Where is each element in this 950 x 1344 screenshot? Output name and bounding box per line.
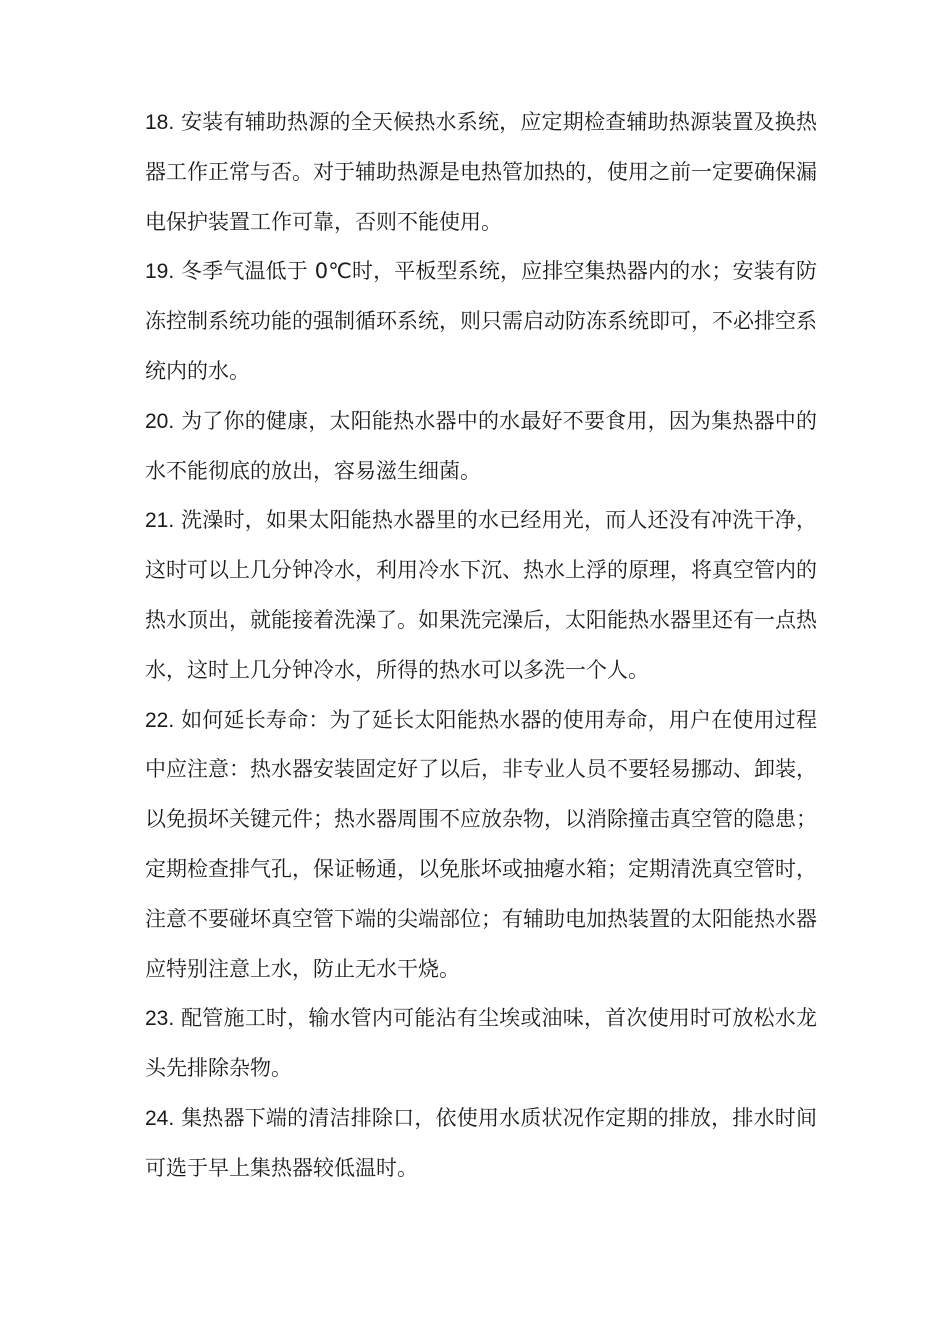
paragraph-number: 23. — [145, 1007, 175, 1031]
paragraph-text: 冬季气温低于 0℃时，平板型系统，应排空集热器内的水；安装有防冻控制系统功能的强制循环系统，则只需启动防冻系统即可，不必排空系统内的水。 — [145, 259, 817, 383]
paragraph-19 — [145, 247, 817, 396]
paragraph-text: 为了你的健康，太阳能热水器中的水最好不要食用，因为集热器中的水不能彻底的放出，容易滋生细菌。 — [145, 408, 817, 483]
paragraph-number: 18. — [145, 111, 175, 134]
paragraph-18 — [145, 98, 817, 247]
paragraph-20 — [145, 397, 817, 497]
paragraph-number: 22. — [145, 708, 175, 732]
paragraph-number: 21. — [145, 509, 175, 533]
paragraph-text: 集热器下端的清洁排除口，依使用水质状况作定期的排放，排水时间可选于早上集热器较低温时。 — [145, 1105, 817, 1180]
paragraph-text: 配管施工时，输水管内可能沾有尘埃或油味，首次使用时可放松水龙头先排除杂物。 — [145, 1006, 817, 1081]
paragraph-text: 安装有辅助热源的全天候热水系统，应定期检查辅助热源装置及换热器工作正常与否。对于辅助热源是电热管加热的，使用之前一定要确保漏电保护装置工作可靠，否则不能使用。 — [145, 110, 817, 234]
paragraph-text: 洗澡时，如果太阳能热水器里的水已经用光，而人还没有冲洗干净，这时可以上几分钟冷水，利用冷水下沉、热水上浮的原理，将真空管内的热水顶出，就能接着洗澡了。如果洗完澡后，太阳能热水器里还有一点热水，这时上几分钟冷水，所得的热水可以多洗一个人。 — [145, 508, 817, 682]
paragraph-22 — [145, 696, 817, 995]
paragraph-number: 19. — [145, 260, 175, 284]
paragraph-23 — [145, 994, 817, 1094]
document-body — [145, 98, 817, 1194]
paragraph-number: 24. — [145, 1106, 175, 1130]
paragraph-24 — [145, 1094, 817, 1194]
paragraph-text: 如何延长寿命：为了延长太阳能热水器的使用寿命，用户在使用过程中应注意：热水器安装固定好了以后，非专业人员不要轻易挪动、卸装，以免损坏关键元件；热水器周围不应放杂物，以消除撞击真空管的隐患；定期检查排气孔，保证畅通，以免胀坏或抽瘪水箱；定期清洗真空管时，注意不要碰坏真空管下端的尖端部位；有辅助电加热装置的太阳能热水器应特别注意上水，防止无水干烧。 — [145, 707, 817, 981]
paragraph-21 — [145, 496, 817, 695]
paragraph-number: 20. — [145, 409, 175, 433]
